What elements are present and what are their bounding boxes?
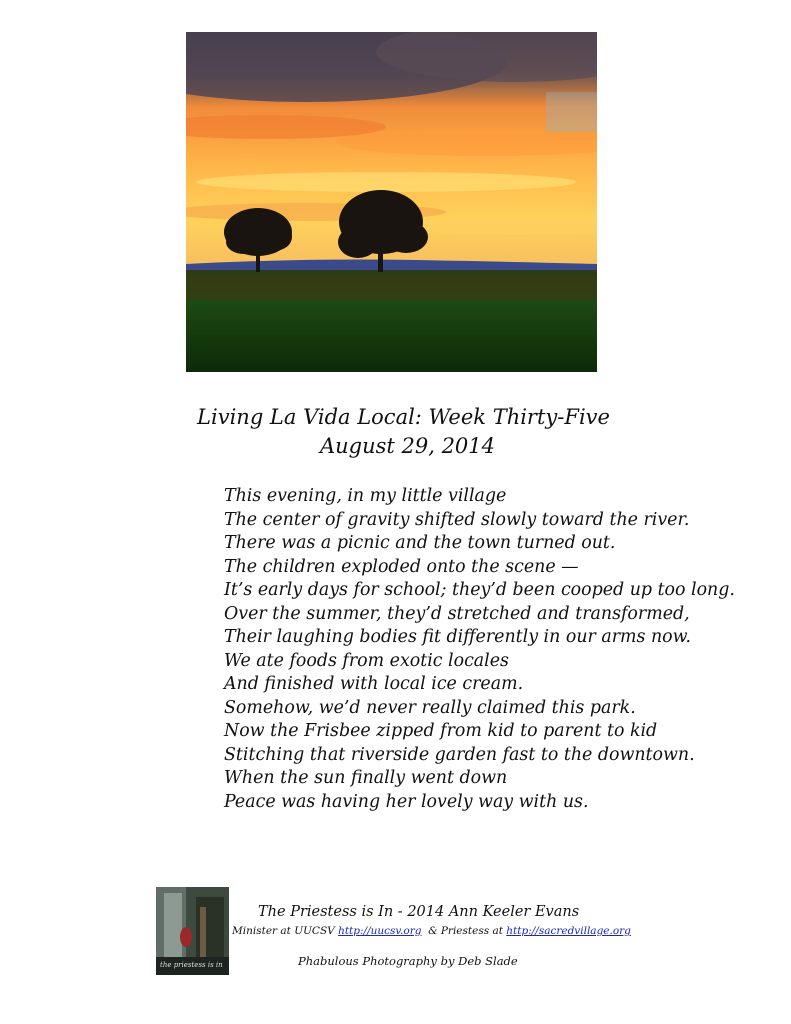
uucsv-link[interactable]: http://uucsv.org [338,925,422,937]
priestess-prefix: & Priestess at [421,925,507,937]
poem-line: And finished with local ice cream. [224,674,524,694]
poem-line: Stitching that riverside garden fast to the downtown. [224,744,695,765]
poem-line: When the sun finally went down [224,768,508,788]
affiliation-line [232,925,631,937]
poem [224,485,735,814]
photo-credit: Phabulous Photography by Deb Slade [298,954,518,968]
sunset-photo [186,32,597,372]
credit-line: The Priestess is In - 2014 Ann Keeler Evans [258,904,580,920]
badge-text: the priestess is in [160,961,223,969]
poem-line: It’s early days for school; they’d been cooped up too long. [224,580,735,600]
poem-line: Over the summer, they’d stretched and transformed, [224,603,690,624]
poem-line: Peace was having her lovely way with us. [224,791,589,812]
poem-line: This evening, in my little village [224,486,507,506]
poem-line: We ate foods from exotic locales [224,650,509,671]
poem-line: The children exploded onto the scene — [224,556,579,577]
priestess-badge-photo [156,887,229,975]
sacredvillage-link[interactable]: http://sacredvillage.org [506,925,631,937]
minister-prefix: Minister at UUCSV [232,925,339,937]
page-date: August 29, 2014 [319,434,496,458]
poem-line: Somehow, we’d never really claimed this park. [224,697,636,718]
poem-line: Now the Frisbee zipped from kid to parent to kid [224,721,658,741]
poem-line: There was a picnic and the town turned out. [224,533,616,553]
page-title: Living La Vida Local: Week Thirty-Five [197,405,610,429]
poem-line: The center of gravity shifted slowly toward the river. [224,509,690,530]
poem-line: Their laughing bodies fit differently in our arms now. [224,627,691,647]
